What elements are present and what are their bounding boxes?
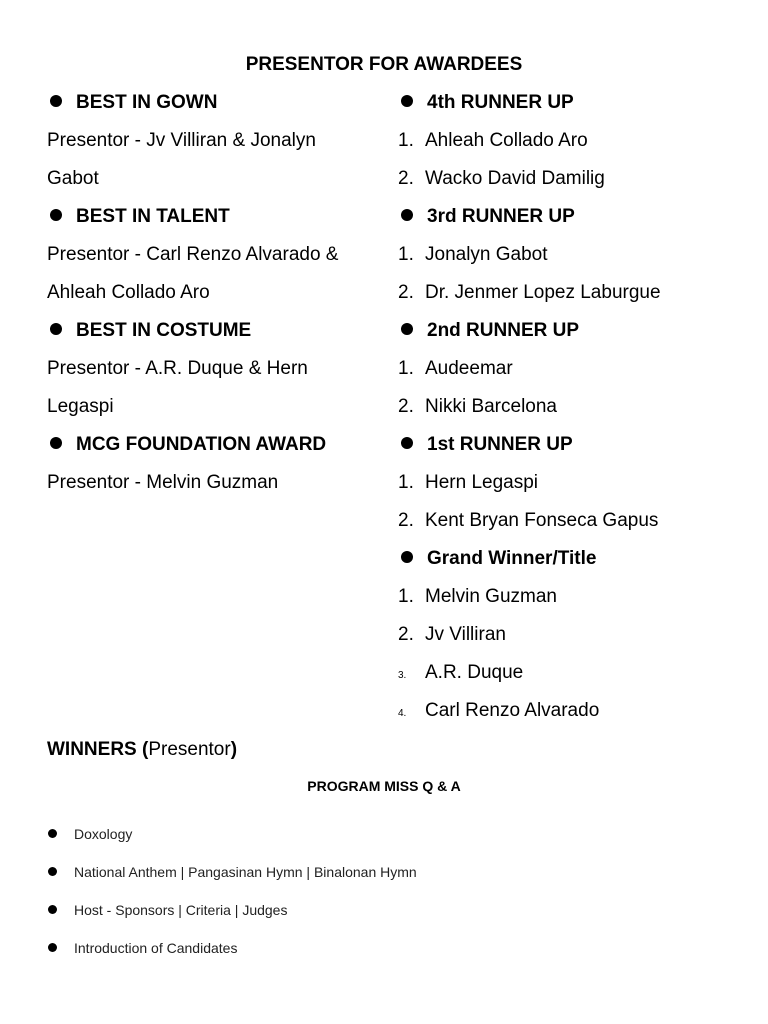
item-name: Jonalyn Gabot xyxy=(425,244,548,265)
list-item xyxy=(398,464,738,502)
list-item xyxy=(398,274,738,312)
item-name: Hern Legaspi xyxy=(425,472,539,493)
bullet-icon xyxy=(401,323,413,335)
item-name: A.R. Duque xyxy=(425,662,524,683)
program-item-label: Host - Sponsors | Criteria | Judges xyxy=(74,902,288,918)
item-number: 1. xyxy=(398,586,414,607)
presentor-line: Presentor - Jv Villiran & Jonalyn xyxy=(47,130,316,151)
list-item xyxy=(398,502,738,540)
item-name: Wacko David Damilig xyxy=(425,168,605,189)
item-name: Carl Renzo Alvarado xyxy=(425,700,600,721)
list-item xyxy=(398,122,738,160)
award-heading xyxy=(47,426,382,464)
item-name: Melvin Guzman xyxy=(425,586,557,607)
bullet-icon xyxy=(401,95,413,107)
rank-label: 4th RUNNER UP xyxy=(427,92,574,113)
item-number: 2. xyxy=(398,396,414,417)
rank-label: Grand Winner/Title xyxy=(427,548,597,569)
award-label: BEST IN COSTUME xyxy=(76,320,252,341)
program-item xyxy=(47,815,747,853)
presentor-line: Presentor - Melvin Guzman xyxy=(47,472,279,493)
item-name: Jv Villiran xyxy=(425,624,506,645)
bullet-icon xyxy=(48,905,57,914)
award-label: BEST IN GOWN xyxy=(76,92,218,113)
program-item-label: Doxology xyxy=(74,826,133,842)
award-heading xyxy=(47,84,382,122)
rank-heading xyxy=(398,312,738,350)
item-number: 2. xyxy=(398,168,414,189)
list-item xyxy=(398,654,738,692)
item-name: Kent Bryan Fonseca Gapus xyxy=(425,510,659,531)
item-name: Dr. Jenmer Lopez Laburgue xyxy=(425,282,661,303)
list-item xyxy=(398,692,738,730)
rank-label: 1st RUNNER UP xyxy=(427,434,573,455)
list-item xyxy=(398,236,738,274)
bullet-icon xyxy=(401,551,413,563)
program-item xyxy=(47,853,747,891)
award-label: MCG FOUNDATION AWARD xyxy=(76,434,327,455)
right-column xyxy=(398,84,738,730)
bullet-icon xyxy=(50,437,62,449)
bullet-icon xyxy=(401,437,413,449)
program-list xyxy=(47,815,747,967)
presentor-line: Presentor - Carl Renzo Alvarado & xyxy=(47,244,339,265)
award-label: BEST IN TALENT xyxy=(76,206,230,227)
rank-heading xyxy=(398,198,738,236)
item-number: 2. xyxy=(398,624,414,645)
item-number: 3. xyxy=(398,670,407,681)
list-item xyxy=(398,616,738,654)
item-name: Audeemar xyxy=(425,358,513,379)
item-number: 2. xyxy=(398,282,414,303)
item-number: 4. xyxy=(398,708,407,719)
item-name: Ahleah Collado Aro xyxy=(425,130,588,151)
rank-label: 3rd RUNNER UP xyxy=(427,206,575,227)
list-item xyxy=(398,388,738,426)
presentor-line: Legaspi xyxy=(47,396,114,417)
program-title: PROGRAM MISS Q & A xyxy=(307,778,461,794)
program-item-label: National Anthem | Pangasinan Hymn | Binalonan Hymn xyxy=(74,864,417,880)
page-title: PRESENTOR FOR AWARDEES xyxy=(245,54,523,75)
winners-bold: WINNERS ( xyxy=(47,739,149,760)
rank-heading xyxy=(398,426,738,464)
item-number: 2. xyxy=(398,510,414,531)
rank-heading xyxy=(398,84,738,122)
bullet-icon xyxy=(50,323,62,335)
bullet-icon xyxy=(401,209,413,221)
rank-label: 2nd RUNNER UP xyxy=(427,320,580,341)
item-name: Nikki Barcelona xyxy=(425,396,557,417)
program-item xyxy=(47,929,747,967)
winners-close: ) xyxy=(230,739,238,760)
bullet-icon xyxy=(48,829,57,838)
item-number: 1. xyxy=(398,358,414,379)
presentor-line: Ahleah Collado Aro xyxy=(47,282,210,303)
item-number: 1. xyxy=(398,244,414,265)
list-item xyxy=(398,578,738,616)
item-number: 1. xyxy=(398,130,414,151)
left-column xyxy=(47,84,382,502)
presentor-line: Presentor - A.R. Duque & Hern xyxy=(47,358,308,379)
winners-presentor: Presentor xyxy=(148,739,231,760)
bullet-icon xyxy=(50,95,62,107)
item-number: 1. xyxy=(398,472,414,493)
list-item xyxy=(398,350,738,388)
program-item-label: Introduction of Candidates xyxy=(74,940,238,956)
award-heading xyxy=(47,198,382,236)
award-heading xyxy=(47,312,382,350)
presentor-line: Gabot xyxy=(47,168,99,189)
program-item xyxy=(47,891,747,929)
bullet-icon xyxy=(48,867,57,876)
rank-heading xyxy=(398,540,738,578)
list-item xyxy=(398,160,738,198)
winners-heading xyxy=(47,731,237,769)
bullet-icon xyxy=(50,209,62,221)
bullet-icon xyxy=(48,943,57,952)
